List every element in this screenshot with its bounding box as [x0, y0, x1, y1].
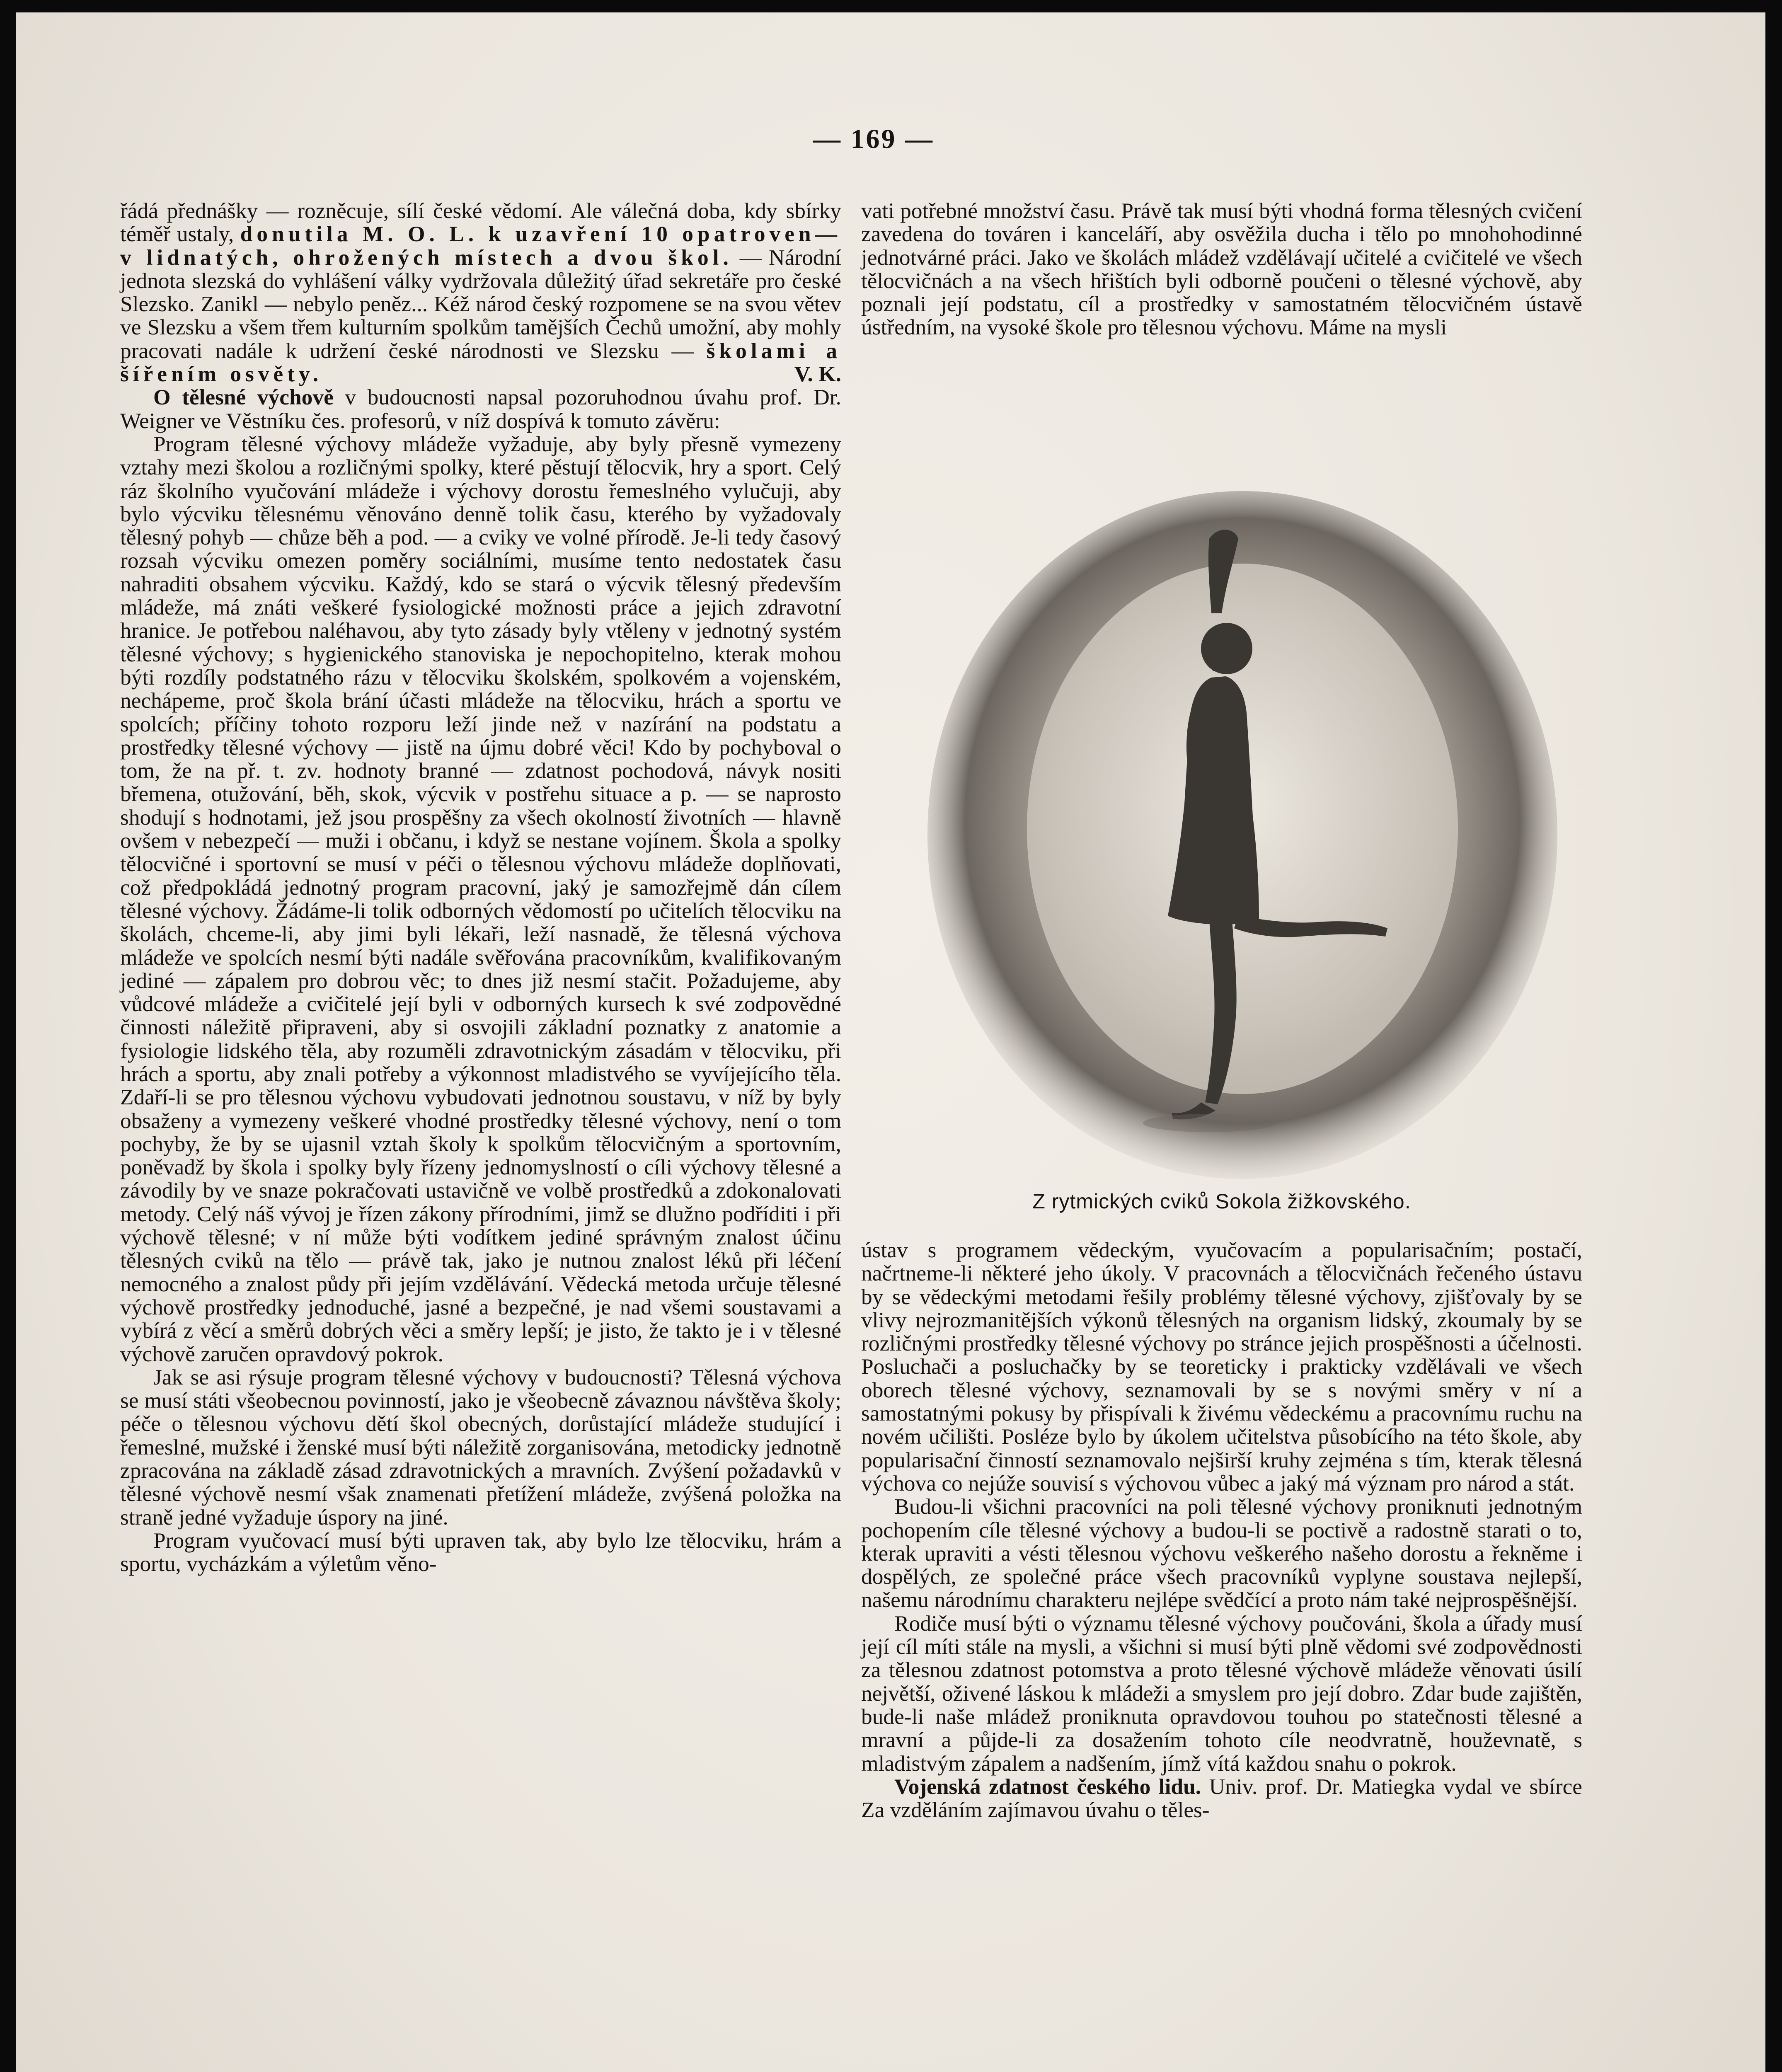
paragraph-slezsko [120, 199, 841, 385]
text-span: Univ. prof. Dr. Matiegka vydal ve sbírce Za vzděláním zajímavou úvahu o těles- [861, 1774, 1582, 1823]
page [16, 12, 1765, 2072]
right-column-bottom [861, 1238, 1582, 1821]
figure-caption: Z rytmických cviků Sokola žižkovského. [1032, 1190, 1411, 1213]
paragraph-program: Program tělesné výchovy mládeže vyžaduje, aby byly přesně vymezeny vztahy mezi školou a rozličnými spolky, které pěstují tělocvik, hry a sport. Celý ráz školního vyučování mládeže i výchovy dorostu řemeslného vylučuji, aby bylo výcviku tělesnému věnováno denně tolik času, kterého by vyžadovaly tělesný pohyb — chůze běh a pod. — a cviky ve volné přírodě. Je-li tedy časový rozsah výcviku omezen poměry sociálními, musíme tento nedostatek času nahraditi obsahem výcviku. Každý, kdo se stará o výcvik tělesný především mládeže, má znáti veškeré fysiologické možnosti práce a jejich zdravotní hranice. Je potřebou naléhavou, aby tyto zásady byly vtěleny v jednotný systém tělesné výchovy; s hygienického stanoviska je nepochopitelno, kterak mohou býti rozdíly podstatného rázu v tělocviku školském, spolkovém a vojenském, nechápeme, proč škola brání účasti mládeže na tělocviku, hrách a sportu ve spolcích; příčiny tohoto rozporu leží jinde než v nazírání na podstatu a prostředky tělesné výchovy — jistě na újmu dobré věci! Kdo by pochyboval o tom, že na př. t. zv. hodnoty branné — zdatnost pochodová, návyk nositi břemena, otužování, běh, skok, výcvik v postřehu situace a p. — se naprosto shodují s hodnotami, jež jsou prospěšny za všech okolností životních — hlavně ovšem v nebezpečí — muži i občanu, i když se nestane vojínem. Škola a spolky tělocvičné i sportovní se musí v péči o tělesnou výchovu mládeže doplňovati, což předpokládá jednotný program pracovní, jaký je samozřejmě dán cílem tělesné výchovy. Žádáme-li tolik odborných vědomostí po učitelích tělocviku na školách, chceme-li, aby jimi byli lékaři, leží nasnadě, že tělesná výchova mládeže ve spolcích nesmí býti nadále svěřována pracovníkům, kvalifikovaným jediné — zápalem pro dobrou věc; to dnes již nesmí stačit. Požadujeme, aby vůdcové mládeže a cvičitelé její byli v odborných kursech k své zodpovědné činnosti náležitě připraveni, aby si osvojili základní poznatky z anatomie a fysiologie lidského těla, aby rozuměli zdravotnickým zásadám v tělocviku, při hrách a sportu, aby znali potřeby a výkonnost mladistvého se vyvíjejícího těla. Zdaří-li se pro tělesnou výchovu vybudovati jednotnou soustavu, v níž by byly obsaženy a vymezeny veškeré vhodné prostředky tělesné výchovy, není o tom pochyby, že by se ujasnil vztah školy k spolkům tělocvičným a sportovním, poněvadž by škola i spolky byly řízeny jednomyslností o cíli výchovy tělesné a závodily by ve snaze pokračovati ustavičně ve volbě prostředků a zdokonalovati metody. Celý náš vývoj je řízen zákony přírodními, jimž se dlužno podříditi i při výchově tělesné; v ní může býti vodítkem jediné správným znalost účinu tělesných cviků na tělo — právě tak, jako je nutnou znalost léků při léčení nemocného a znalost půdy při jejím vzdělávání. Vědecká metoda určuje tělesné výchově prostředky jednoduché, jasné a bezpečné, je nad všemi soustavami a vybírá z věcí a směrů dobrých věci a směry lepší; je jisto, že takto je i v tělesné výchově zaručen opravdový pokrok. [120, 431, 841, 1366]
paragraph-vojenska-zdatnost [861, 1775, 1582, 1822]
paragraph-pracovnici: Budou-li všichni pracovníci na poli tělesné výchovy proniknuti jednotným pochopením cíle tělesné výchovy a budou-li se poctivě a radostně starati o to, kterak upraviti a vésti tělesnou výchovu veškerého našeho dorostu a řekněme i dospělých, ze společné práce všech pracovníků vyplyne soustava nejlepší, našemu národnímu charakteru nejlépe svědčící a proto nám také nejprospěšnější. [861, 1494, 1582, 1612]
text-span: v budoucnosti napsal pozoruhodnou úvahu prof. Dr. Weigner ve Věstníku čes. profesorů, v níž dospívá k tomuto závěru: [120, 385, 841, 433]
spaced-emphasis: školami a šířením osvěty. [120, 338, 841, 387]
paragraph-vyucovaci: Program vyučovací musí býti upraven tak, aby bylo lze tělocviku, hrám a sportu, vycházkám a výletům věno- [120, 1527, 841, 1576]
right-column-top [861, 199, 1582, 339]
paragraph-ustav: ústav s programem vědeckým, vyučovacím a popularisačním; postačí, načrtneme-li některé jeho úkoly. V pracovnách a tělocvičnách řečeného ústavu by se vědeckými metodami řešily problémy tělesné výchovy, zjišťovaly by se vlivy nejrozmanitějších výkonů tělesných na organism lidský, zkoumaly by se rozličnými prostředky tělesné výchovy po stránce jejich prospěšnosti a účelnosti. Posluchači a posluchačky by se teoreticky i prakticky vzdělávali ve všech oborech tělesné výchovy, seznamovali by se s novými směry v ní a samostatnými pokusy by přispívali k živému vědeckému a pracovnímu ruchu na novém učilišti. Posléze bylo by úkolem učitelstva působícího na této škole, aby popularisační činností seznamovalo nejširší kruhy zejména s tím, kterak tělesná výchova co nejúže souvisí s výchovou vůbec a jaký má význam pro národ a stát. [861, 1237, 1582, 1496]
figure [919, 489, 1566, 1181]
paragraph-continuation: vati potřebné množství času. Právě tak musí býti vhodná forma tělesných cvičení zavedena do továren i kanceláří, aby osvěžila ducha i tělo po mnohohodinné jednotvárné práci. Jako ve školách mládež vzdělávají učitelé a cvičitelé ve všech tělocvičnách a na všech hřištích byli odborně poučeni o tělesné výchově, aby poznali její podstatu, cíl a prostředky v samostatném tělocvičném ústavě ústředním, na vysoké škole pro tělesnou výchovu. Máme na mysli [861, 198, 1582, 340]
paragraph-budoucnost: Jak se asi rýsuje program tělesné výchovy v budoucnosti? Tělesná výchova se musí státi všeobecnou povinností, jako je všeobecně závaznou návštěva školy; péče o tělesnou výchovu dětí škol obecných, dorůstající mládeže studující i řemeslné, mužské i ženské musí býti náležitě zorganisována, metodicky jednotně zpracována na základě zásad zdravotnických a mravních. Zvýšení požadavků v tělesné výchově nesmí však znamenati přetížení mládeže, zvýšená položka na straně jedné vyžaduje úspory na jiné. [120, 1364, 841, 1530]
article-heading: Vojenská zdatnost českého lidu. [894, 1774, 1201, 1799]
spaced-emphasis: donutila M. O. L. k uzavření 10 opatroven—v lidnatých, ohrožených místech a dvou škol. [120, 221, 841, 270]
paragraph-telesna-vychova [120, 385, 841, 432]
paragraph-rodice: Rodiče musí býti o významu tělesné výchovy poučováni, škola a úřady musí její cíl míti stále na mysli, a všichni si musí býti plně vědomi své zodpovědnosti za tělesnou zdatnost potomstva a proto tělesné výchově mládeže věnovati úsilí největší, oživené láskou k mládeži a smyslem pro její dobro. Zdar bude zajištěn, bude-li naše mládež proniknuta opravdovou touhou po statečnosti tělesné a mravní a půjde-li za dosažením tohoto cíle neodvratně, houževnatě, s mladistvým zápalem a nadšením, jímž vítá každou snahu o pokrok. [861, 1610, 1582, 1776]
page-number: — 169 — [813, 124, 934, 154]
text-span: — Národní jednota slezská do vyhlášení války vydržovala důležitý úřad sekretáře pro české Slezsko. Zanikl — nebylo peněz... Kéž národ český rozpomene se na svou větev ve Slezsku a všem třem kulturním spolkům tamějších Čechů umožní, aby mohly pracovati nadále k udržení české národnosti ve Slezsku — [120, 244, 841, 363]
author-initials: V. K. [794, 361, 841, 387]
left-column [120, 199, 841, 1576]
article-heading: O tělesné výchově [153, 385, 334, 410]
dancer-photo [919, 489, 1566, 1181]
text-span: řádá přednášky — rozněcuje, sílí české vědomí. Ale válečná doba, kdy sbírky téměř ustaly, [120, 198, 841, 247]
